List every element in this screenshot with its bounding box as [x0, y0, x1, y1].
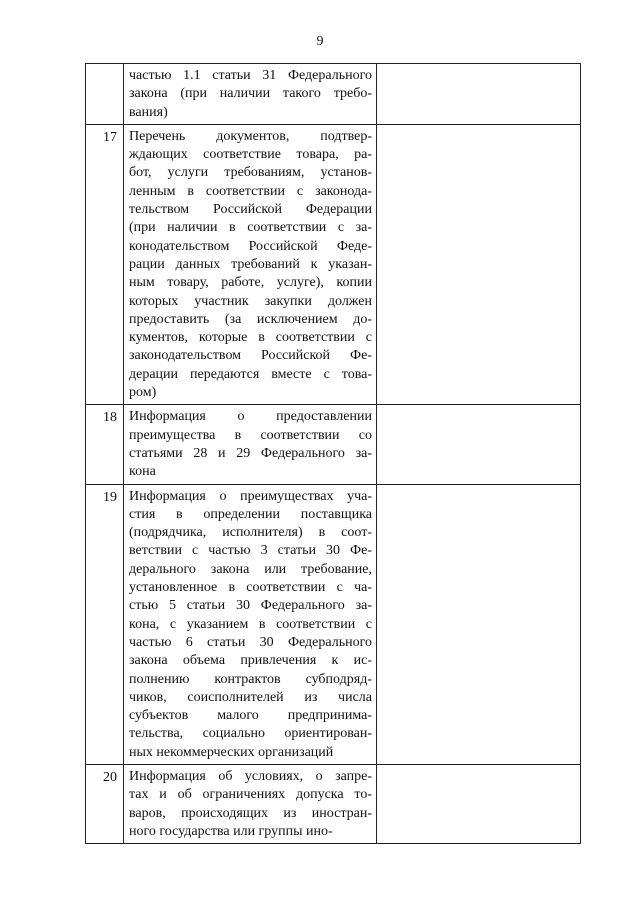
description-line: дерации передаются вместе с това-	[129, 366, 372, 382]
row-value	[377, 405, 581, 484]
table-row	[86, 124, 581, 404]
row-value	[377, 484, 581, 764]
description-line: стью 5 статьи 30 Федерального за-	[129, 598, 372, 614]
description-line: ром)	[129, 385, 157, 401]
description-line: рации данных требований к указан-	[129, 256, 372, 272]
description-line: ных некоммерческих организаций	[129, 744, 334, 760]
description-line: варов, происходящих из иностран-	[129, 805, 372, 821]
table-row	[86, 764, 581, 843]
description-line: закона объема привлечения к ис-	[129, 653, 372, 669]
row-number	[86, 64, 124, 125]
row-description	[124, 405, 377, 484]
description-line: преимущества в соответствии со	[129, 427, 372, 443]
description-line: бот, услуги требованиям, установ-	[129, 165, 372, 181]
row-number: 17	[86, 124, 124, 404]
description-line: тельства, социально ориентирован-	[129, 726, 372, 742]
row-value	[377, 124, 581, 404]
description-line: тах и об ограничениях допуска то-	[129, 787, 372, 803]
row-number: 18	[86, 405, 124, 484]
description-line: ждающих соответствие товара, ра-	[129, 147, 372, 163]
description-line: закона (при наличии такого требо-	[129, 86, 372, 102]
description-line: Информация о преимуществах уча-	[129, 488, 372, 504]
description-line: предоставить (за исключением до-	[129, 311, 372, 327]
description-line: частью 6 статьи 30 Федерального	[129, 634, 372, 650]
row-description	[124, 764, 377, 843]
description-line: которых участник закупки должен	[129, 293, 372, 309]
description-line: ветствии с частью 3 статьи 30 Фе-	[129, 543, 372, 559]
description-line: дерального закона или требование,	[129, 561, 372, 577]
description-line: полнению контрактов субподряд-	[129, 671, 372, 687]
description-line: установленное в соответствии с ча-	[129, 580, 372, 596]
description-line: ленным в соответствии с законода-	[129, 183, 372, 199]
description-line: кона	[129, 464, 156, 480]
description-line: кона, с указанием в соответствии с	[129, 616, 372, 632]
description-line: тельством Российской Федерации	[129, 202, 372, 218]
description-line: ного государства или группы ино-	[129, 823, 333, 839]
row-description	[124, 64, 377, 125]
description-line: вания)	[129, 104, 168, 120]
description-line: ным товару, работе, услуге), копии	[129, 275, 372, 291]
row-number: 20	[86, 764, 124, 843]
table-row	[86, 64, 581, 125]
description-line: частью 1.1 статьи 31 Федерального	[129, 68, 372, 83]
requirements-table	[85, 63, 581, 844]
description-line: Информация об условиях, о запре-	[129, 768, 372, 784]
description-line: кументов, которые в соответствии с	[129, 330, 372, 346]
description-line: конодательством Российской Феде-	[129, 238, 372, 254]
table-body	[86, 64, 581, 844]
description-line: Информация о предоставлении	[129, 409, 372, 425]
description-line: Перечень документов, подтвер-	[129, 128, 372, 144]
description-line: стия в определении поставщика	[129, 506, 372, 522]
row-description	[124, 484, 377, 764]
description-line: (при наличии в соответствии с за-	[129, 220, 372, 236]
row-description	[124, 124, 377, 404]
table-row	[86, 484, 581, 764]
description-line: чиков, соисполнителей из числа	[129, 689, 372, 705]
page-number: 9	[316, 34, 324, 49]
description-line: (подрядчика, исполнителя) в соот-	[129, 525, 372, 541]
row-value	[377, 64, 581, 125]
description-line: субъектов малого предпринима-	[129, 708, 372, 724]
description-line: статьями 28 и 29 Федерального за-	[129, 445, 372, 461]
row-number: 19	[86, 484, 124, 764]
description-line: законодательством Российской Фе-	[129, 348, 372, 364]
table-row	[86, 405, 581, 484]
row-value	[377, 764, 581, 843]
